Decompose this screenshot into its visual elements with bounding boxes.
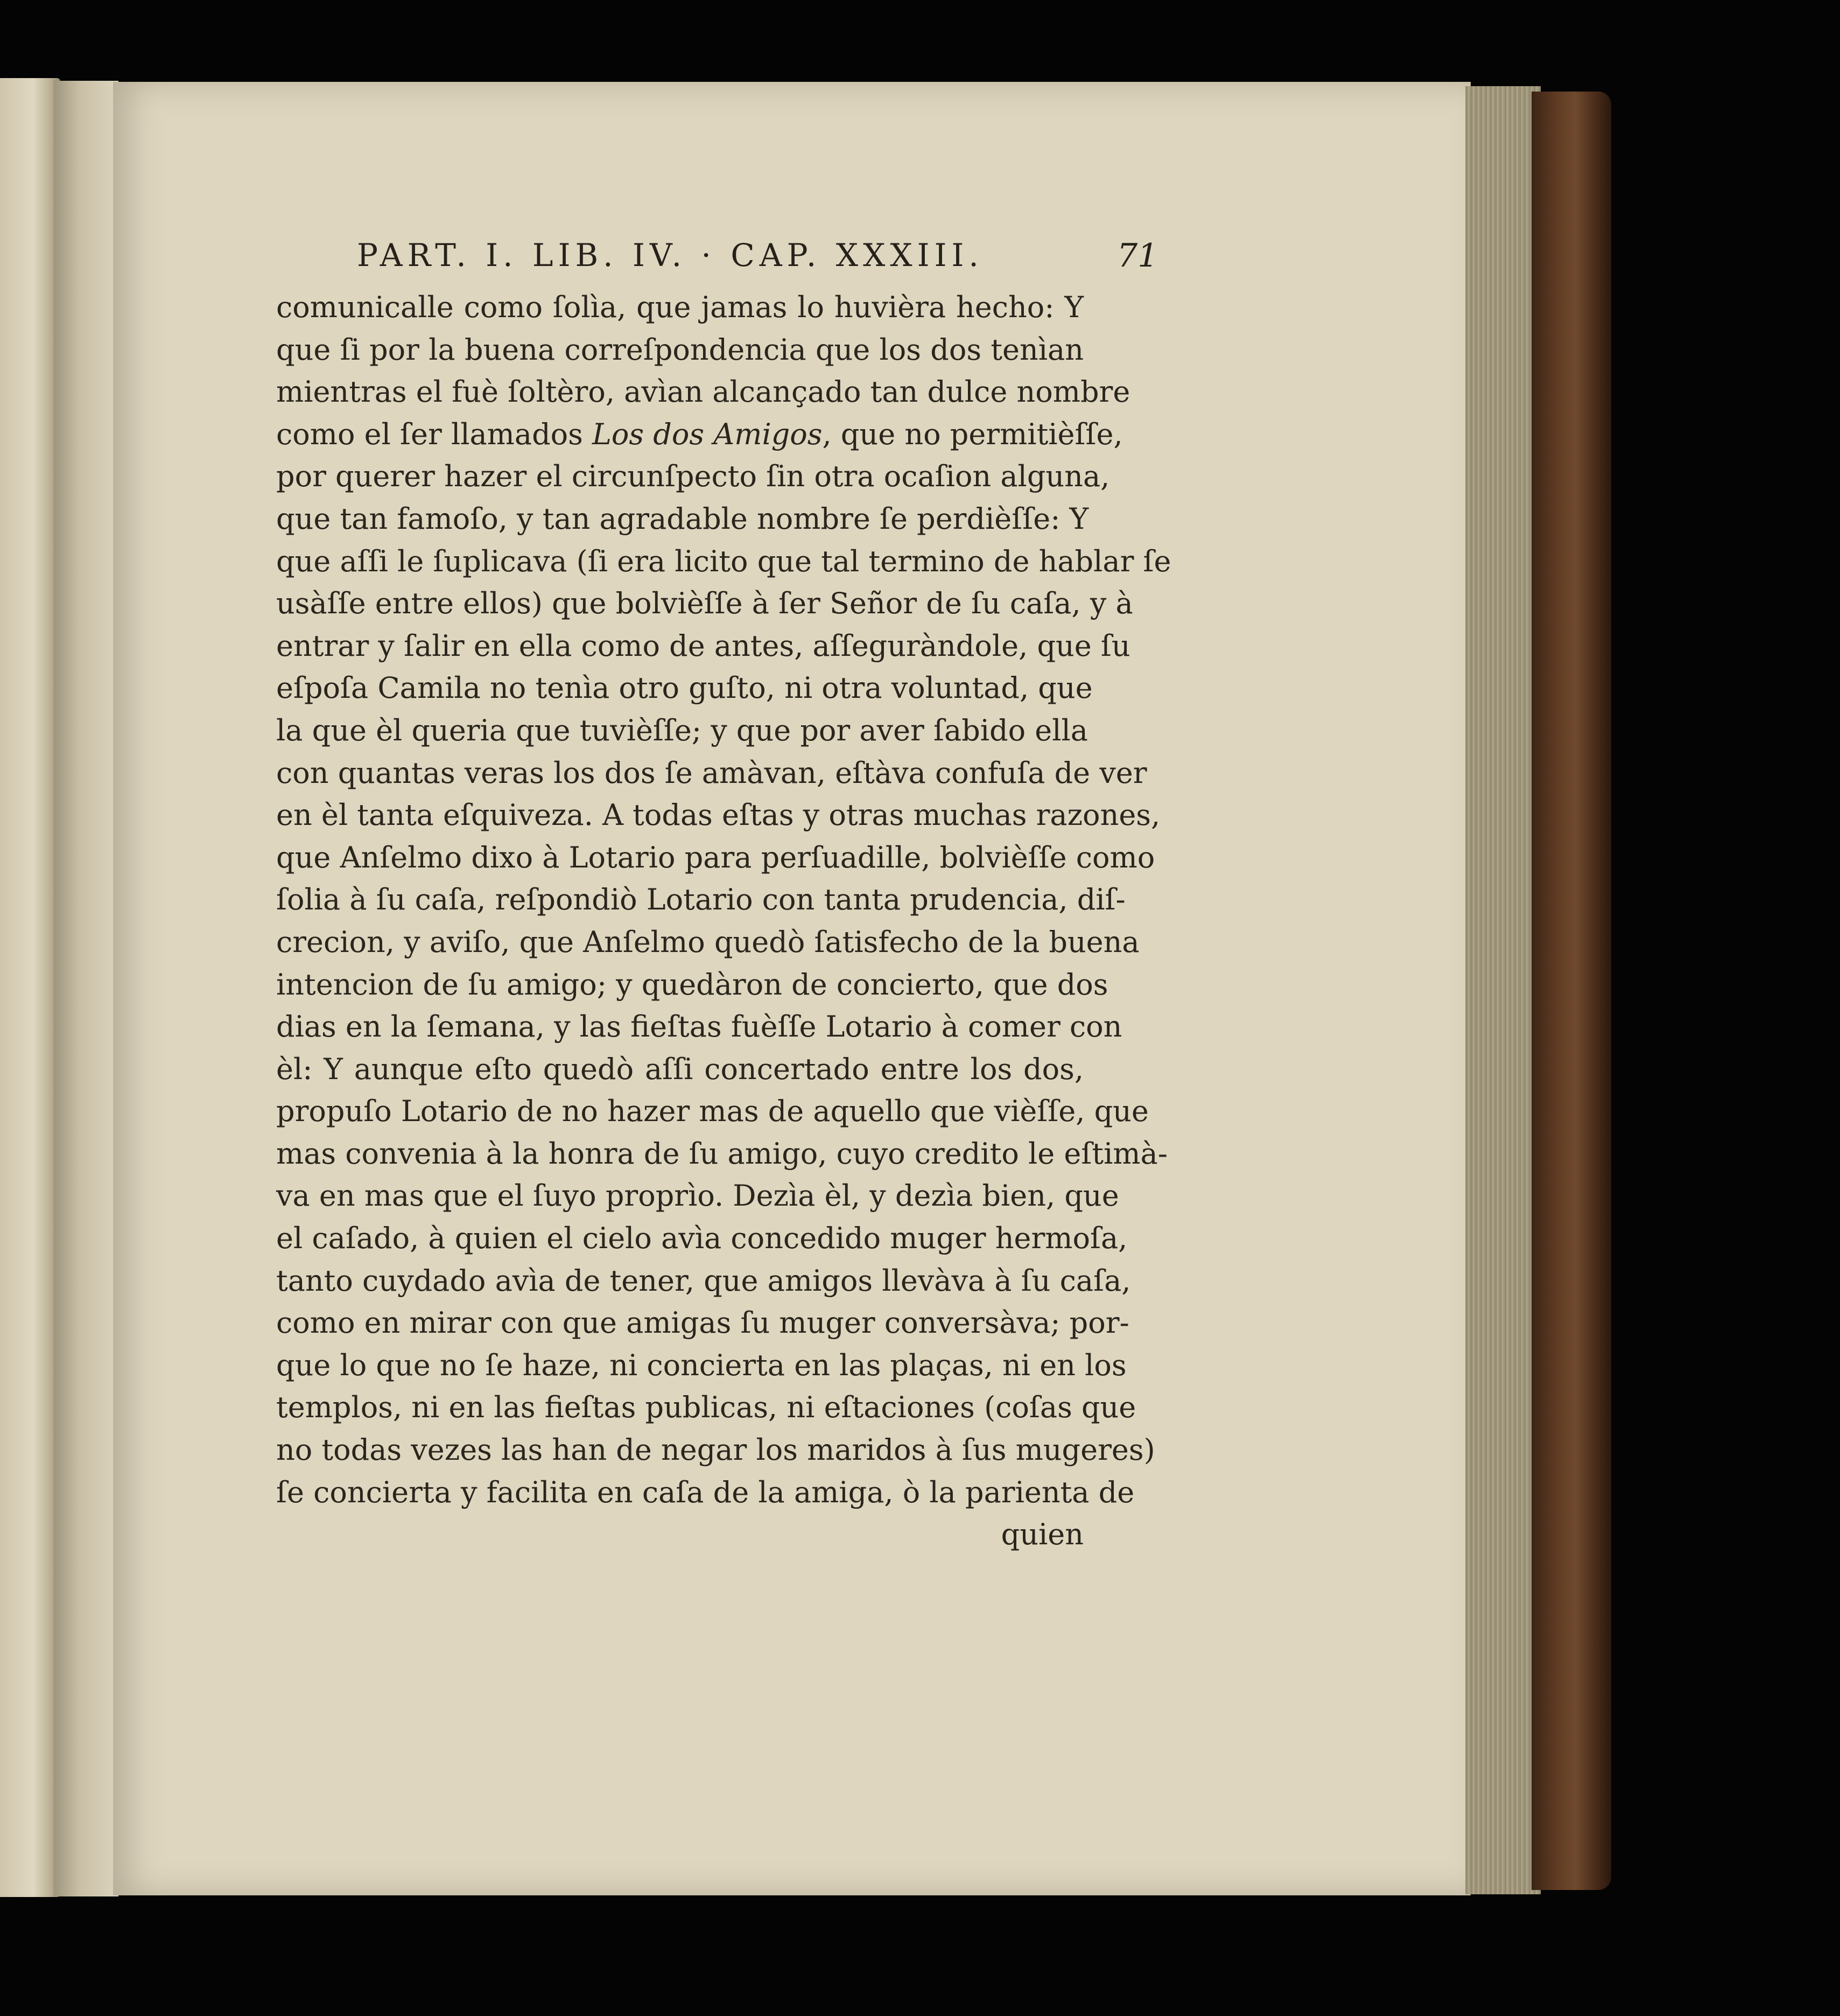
- text-line: que lo que no ſe haze, ni concierta en las plaças, ni en los: [276, 1348, 1127, 1382]
- text-line: ſe concierta y facilita en caſa de la amiga, ò la parienta de: [276, 1475, 1135, 1509]
- text-line: en èl tanta eſquiveza. A todas eſtas y otras muchas razones,: [276, 798, 1161, 832]
- text-line: mas convenia à la honra de ſu amigo, cuyo credito le eſtimà-: [276, 1136, 1168, 1171]
- text-line: como en mirar con que amigas ſu muger conversàva; por-: [276, 1306, 1129, 1340]
- page-number: 71: [1117, 237, 1158, 275]
- text-line: tanto cuydado avìa de tener, que amigos llevàva à ſu caſa,: [276, 1263, 1131, 1298]
- text-line: con quantas veras los dos ſe amàvan, eſtàva confuſa de ver: [276, 755, 1147, 790]
- italic-title: Los dos Amigos: [592, 417, 823, 451]
- text-line: ſolia à ſu caſa, reſpondiò Lotario con tanta prudencia, diſ-: [276, 883, 1126, 917]
- text-line: la que èl queria que tuvièſſe; y que por aver ſabido ella: [276, 713, 1088, 747]
- text-line: propuſo Lotario de no hazer mas de aquello que vièſſe, que: [276, 1094, 1149, 1129]
- text-line: templos, ni en las fieſtas publicas, ni eſtaciones (coſas que: [276, 1390, 1136, 1425]
- page-block-edges: [1465, 86, 1541, 1894]
- text-line: va en mas que el ſuyo proprìo. Dezìa èl, y dezìa bien, que: [276, 1179, 1119, 1213]
- text-segment: como el ſer llamados: [276, 417, 583, 451]
- text-line: crecion, y aviſo, que Anſelmo quedò ſatisfecho de la buena: [276, 925, 1140, 959]
- leather-cover: [1532, 92, 1611, 1890]
- text-line: no todas vezes las han de negar los maridos à ſus mugeres): [276, 1433, 1155, 1467]
- book-gutter: [54, 81, 118, 1896]
- text-line: [276, 414, 1123, 456]
- text-line: usàſſe entre ellos) que bolvièſſe à ſer Señor de ſu caſa, y à: [276, 586, 1133, 621]
- text-line: que Anſelmo dixo à Lotario para perſuadille, bolvièſſe como: [276, 840, 1155, 874]
- text-line: que aſſi le ſuplicava (ſi era licito que tal termino de hablar ſe: [276, 544, 1171, 578]
- text-line: mientras el fuè ſoltèro, avìan alcançado tan dulce nombre: [276, 375, 1130, 409]
- text-line: èl: Y aunque eſto quedò aſſi concertado entre los dos,: [276, 1052, 1084, 1086]
- body-text: [276, 286, 1171, 1556]
- catchword: quien: [1001, 1517, 1084, 1552]
- text-line: el caſado, à quien el cielo avìa concedido muger hermoſa,: [276, 1221, 1128, 1256]
- text-line: intencion de ſu amigo; y quedàron de concierto, que dos: [276, 967, 1108, 1002]
- text-line: comunicalle como ſolìa, que jamas lo huvièra hecho: Y: [276, 290, 1084, 324]
- text-line: eſpoſa Camila no tenìa otro guſto, ni otra voluntad, que: [276, 671, 1093, 705]
- left-page-edge: [0, 78, 60, 1897]
- text-line: por querer hazer el circunſpecto ſin otra ocaſion alguna,: [276, 459, 1110, 494]
- text-line: que tan famoſo, y tan agradable nombre ſe perdièſſe: Y: [276, 501, 1089, 536]
- text-line: que ſi por la buena correſpondencia que los dos tenìan: [276, 332, 1084, 367]
- text-line: dias en la ſemana, y las fieſtas fuèſſe Lotario à comer con: [276, 1010, 1122, 1044]
- running-head: PART. I. LIB. IV. · CAP. XXXIII.: [357, 237, 984, 274]
- text-line: entrar y ſalir en ella como de antes, aſſeguràndole, que ſu: [276, 628, 1130, 663]
- text-segment: , que no permitièſſe,: [822, 417, 1123, 451]
